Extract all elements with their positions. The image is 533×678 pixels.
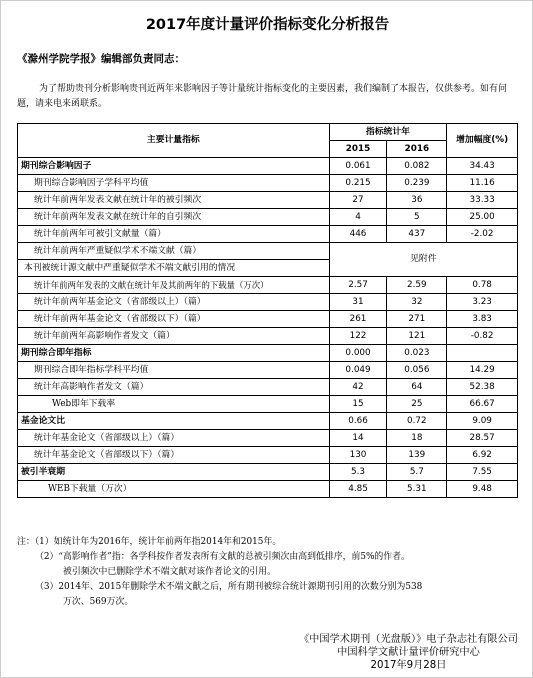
table-row [18, 294, 518, 311]
cell-2016: 437 [387, 226, 447, 243]
cell-growth: 3.23 [447, 294, 518, 311]
cell-2016: 2.59 [387, 277, 447, 294]
note-2-continued: 被引频次中已删除学术不端文献对该作者论文的引用。 [63, 567, 276, 577]
row-label: 被引半衰期 [18, 464, 330, 481]
table-row [18, 379, 518, 396]
cell-2016: 121 [387, 328, 447, 345]
header-main: 主要计量指标 [18, 124, 330, 158]
cell-growth: 9.09 [447, 413, 518, 430]
cell-growth: -0.82 [447, 328, 518, 345]
note-3-continued: 万次、569万次。 [63, 597, 134, 607]
cell-2016: 25 [387, 396, 447, 413]
cell-2016: 5.7 [387, 464, 447, 481]
table-row [18, 481, 518, 498]
cell-2016: 139 [387, 447, 447, 464]
table-row [18, 362, 518, 379]
footer-center: 中国科学文献计量评价研究中心 [337, 647, 480, 658]
note-2: （2）“高影响作者”指：各学科按作者发表所有文献的总被引频次由高到低排序，前5%的作者。 [35, 552, 410, 562]
note-1: 注：（1）如统计年为2016年，统计年前两年指2014年和2015年。 [17, 537, 282, 547]
table-row [18, 413, 518, 430]
row-label: 统计年基金论文（省部级以下）（篇） [18, 447, 330, 464]
table-row [18, 345, 518, 362]
row-label: 统计年前两年基金论文（省部级以上）（篇） [18, 294, 330, 311]
cell-2015: 446 [329, 226, 387, 243]
row-label: 期刊综合即年指标 [18, 345, 330, 362]
cell-2016: 0.082 [387, 158, 447, 175]
greeting: 《滁州学院学报》编辑部负责同志： [17, 53, 185, 65]
row-label: 统计年前两年基金论文（省部级以下）（篇） [18, 311, 330, 328]
table-row [18, 464, 518, 481]
table-row [18, 447, 518, 464]
cell-2015: 0.061 [329, 158, 387, 175]
intro-paragraph: 为了帮助贵刊分析影响贵刊近两年来影响因子等计量统计指标变化的主要因素，我们编制了本报告，仅供参考。如有问题，请来电来函联系。 [17, 84, 508, 109]
cell-2015: 0.049 [329, 362, 387, 379]
table-row [18, 175, 518, 192]
cell-2015: 130 [329, 447, 387, 464]
cell-2016: 271 [387, 311, 447, 328]
cell-growth: 7.55 [447, 464, 518, 481]
row-label: 统计年前两年发表的文献在统计年及其前两年的下载量（万次） [18, 277, 330, 294]
note-3: （3）2014年、2015年删除学术不端文献之后，所有期刊被综合统计源期刊引用的次数分别为538 [35, 582, 423, 592]
row-label: 本刊被统计源文献中严重疑似学术不端文献引用的情况 [18, 260, 330, 277]
table-row [18, 430, 518, 447]
cell-2015: 261 [329, 311, 387, 328]
cell-growth: 0.78 [447, 277, 518, 294]
metrics-table [17, 123, 518, 498]
header-2015: 2015 [329, 141, 387, 158]
cell-2015: 27 [329, 192, 387, 209]
row-label: 基金论文比 [18, 413, 330, 430]
cell-2015: 14 [329, 430, 387, 447]
cell-growth: 52.38 [447, 379, 518, 396]
cell-2015: 0.215 [329, 175, 387, 192]
table-row [18, 209, 518, 226]
see-attachment-cell: 见附件 [329, 243, 517, 277]
row-label: Web即年下载率 [18, 396, 330, 413]
table-row [18, 243, 518, 260]
report-title: 2017年度计量评价指标变化分析报告 [145, 17, 390, 33]
cell-growth: -2.02 [447, 226, 518, 243]
cell-2015: 4 [329, 209, 387, 226]
cell-2015: 4.85 [329, 481, 387, 498]
cell-2015: 122 [329, 328, 387, 345]
cell-2016: 0.72 [387, 413, 447, 430]
cell-2015: 0.000 [329, 345, 387, 362]
row-label: 期刊综合即年指标学科平均值 [18, 362, 330, 379]
cell-2016: 0.056 [387, 362, 447, 379]
header-year: 指标统计年 [329, 124, 447, 141]
cell-2016: 0.023 [387, 345, 447, 362]
cell-2016: 64 [387, 379, 447, 396]
cell-growth: 33.33 [447, 192, 518, 209]
cell-growth: 14.29 [447, 362, 518, 379]
row-label: 统计年前两年可被引文献量（篇） [18, 226, 330, 243]
cell-growth: 9.48 [447, 481, 518, 498]
cell-2015: 42 [329, 379, 387, 396]
table-row [18, 192, 518, 209]
notes-section [17, 535, 522, 610]
cell-growth: 3.83 [447, 311, 518, 328]
cell-2016: 18 [387, 430, 447, 447]
cell-growth: 66.67 [447, 396, 518, 413]
cell-growth: 25.00 [447, 209, 518, 226]
row-label: 统计年前两年严重疑似学术不端文献（篇） [18, 243, 330, 260]
table-row [18, 396, 518, 413]
row-label: 统计年前两年发表文献在统计年的自引频次 [18, 209, 330, 226]
footer-publisher: 《中国学术期刊（光盘版）》电子杂志社有限公司 [298, 634, 518, 645]
cell-2015: 15 [329, 396, 387, 413]
cell-2016: 32 [387, 294, 447, 311]
cell-2015: 0.66 [329, 413, 387, 430]
row-label: 统计年高影响作者发文（篇） [18, 379, 330, 396]
cell-growth: 11.16 [447, 175, 518, 192]
table-header-row [18, 124, 518, 141]
header-growth: 增加幅度(%) [447, 124, 518, 158]
table-row [18, 311, 518, 328]
table-row [18, 226, 518, 243]
table-row [18, 328, 518, 345]
cell-2015: 31 [329, 294, 387, 311]
footer-date: 2017年9月28日 [370, 660, 447, 671]
row-label: WEB下载量（万次） [18, 481, 330, 498]
header-2016: 2016 [387, 141, 447, 158]
row-label: 期刊综合影响因子学科平均值 [18, 175, 330, 192]
cell-growth: 6.92 [447, 447, 518, 464]
cell-growth [447, 345, 518, 362]
cell-2016: 36 [387, 192, 447, 209]
row-label: 期刊综合影响因子 [18, 158, 330, 175]
table-row [18, 158, 518, 175]
cell-2016: 0.239 [387, 175, 447, 192]
cell-2015: 2.57 [329, 277, 387, 294]
row-label: 统计年前两年高影响作者发文（篇） [18, 328, 330, 345]
cell-2015: 5.3 [329, 464, 387, 481]
footer-signature [299, 633, 518, 672]
cell-2016: 5 [387, 209, 447, 226]
cell-2016: 5.31 [387, 481, 447, 498]
cell-growth: 28.57 [447, 430, 518, 447]
row-label: 统计年前两年发表文献在统计年的被引频次 [18, 192, 330, 209]
cell-growth: 34.43 [447, 158, 518, 175]
table-row [18, 277, 518, 294]
row-label: 统计年基金论文（省部级以上）（篇） [18, 430, 330, 447]
